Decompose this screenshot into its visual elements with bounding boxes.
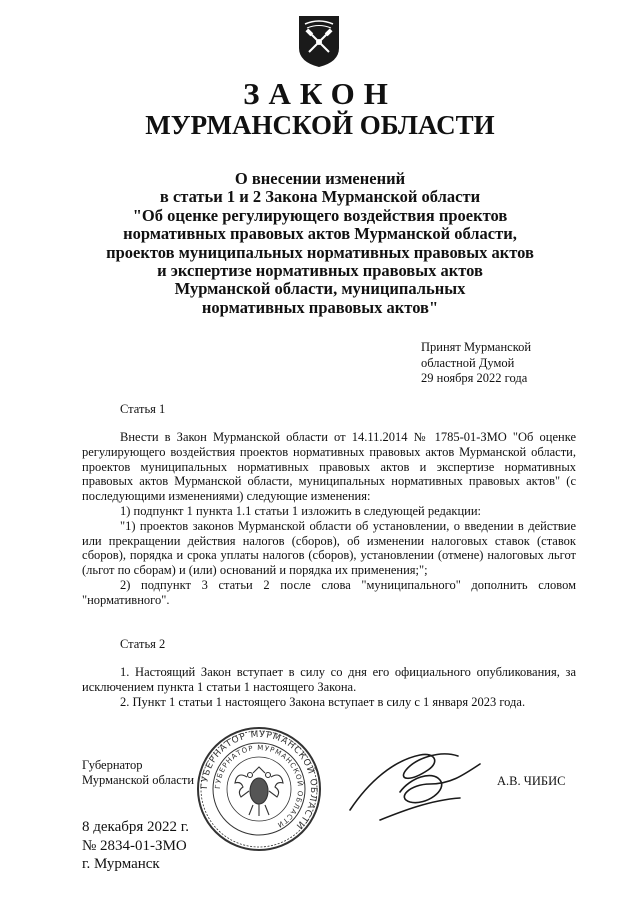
signer-position: [82, 758, 194, 787]
subject-line: нормативных правовых актов Мурманской области,: [123, 224, 517, 244]
article-1-body: [82, 430, 576, 608]
law-title: ЗАКОН: [243, 76, 397, 111]
double-headed-eagle-icon: [235, 767, 283, 816]
article-2-heading: Статья 2: [120, 637, 166, 651]
article-1-intro: Внести в Закон Мурманской области от 14.11.2014 № 1785-01-ЗМО "Об оценке регулирующего воздействия проектов нормативных правовых актов Мурманской области, проектов муниципальных нормативных правовых актов и экспертизе нормативных правовых актов Мурманской области, муниципальных нормативных правовых актов" (с последующими изменениями) следующие изменения:: [82, 430, 576, 504]
signer-position-line: Мурманской области: [82, 772, 195, 787]
subject-line: Мурманской области, муниципальных: [174, 279, 466, 299]
article-1-item-2: 2) подпункт 3 статьи 2 после слова "муниципального" дополнить словом "нормативного".: [82, 577, 576, 607]
signing-date: 8 декабря 2022 г.: [82, 819, 189, 835]
law-subject: [80, 170, 560, 317]
official-seal: [195, 725, 323, 853]
seal-inner-text: ГУБЕРНАТОР МУРМАНСКОЙ ОБЛАСТИ: [213, 743, 305, 830]
article-2-p2: 2. Пункт 1 статьи 1 настоящего Закона вступает в силу с 1 января 2023 года.: [120, 694, 526, 709]
adoption-date: 29 ноября 2022 года: [421, 371, 528, 385]
subject-line: "Об оценке регулирующего воздействия проектов: [132, 205, 508, 225]
subject-line: в статьи 1 и 2 Закона Мурманской области: [159, 187, 481, 207]
signer-position-line: Губернатор: [82, 758, 143, 772]
subject-line: проектов муниципальных нормативных правовых актов: [106, 242, 534, 262]
subject-line: нормативных правовых актов": [201, 297, 439, 317]
subject-line: О внесении изменений: [234, 169, 406, 188]
signing-city: г. Мурманск: [82, 856, 160, 872]
region-title: МУРМАНСКОЙ ОБЛАСТИ: [145, 110, 495, 140]
article-1-item-1: 1) подпункт 1 пункта 1.1 статьи 1 изложить в следующей редакции:: [120, 503, 481, 518]
seal-outer-text: ГУБЕРНАТОР МУРМАНСКОЙ ОБЛАСТИ: [199, 729, 319, 832]
law-number: № 2834-01-ЗМО: [82, 837, 187, 854]
article-1-item-1-text: "1) проектов законов Мурманской области об установлении, о введении в действие или прекращении действия налогов (сборов), об изменении налоговых ставок (ставок сборов), порядка и срока уплаты налогов (сборов), установлении (отмене) налоговых льгот (льгот по сборам) и (или) оснований и порядка их применения;";: [82, 518, 576, 578]
law-footer: [82, 818, 189, 874]
coat-of-arms-icon: [297, 14, 341, 68]
signer-name: А.В. ЧИБИС: [497, 774, 566, 788]
subject-line: и экспертизе нормативных правовых актов: [157, 261, 483, 281]
article-2-p1: 1. Настоящий Закон вступает в силу со дня его официального опубликования, за исключением пункта 1 статьи 1 настоящего Закона.: [82, 665, 576, 694]
article-2-body: [82, 665, 576, 709]
adoption-line: областной Думой: [421, 355, 515, 370]
handwritten-signature: [340, 740, 490, 830]
adoption-line: Принят Мурманской: [421, 340, 532, 354]
adoption-note: [421, 340, 531, 387]
article-1-heading: Статья 1: [120, 402, 166, 416]
